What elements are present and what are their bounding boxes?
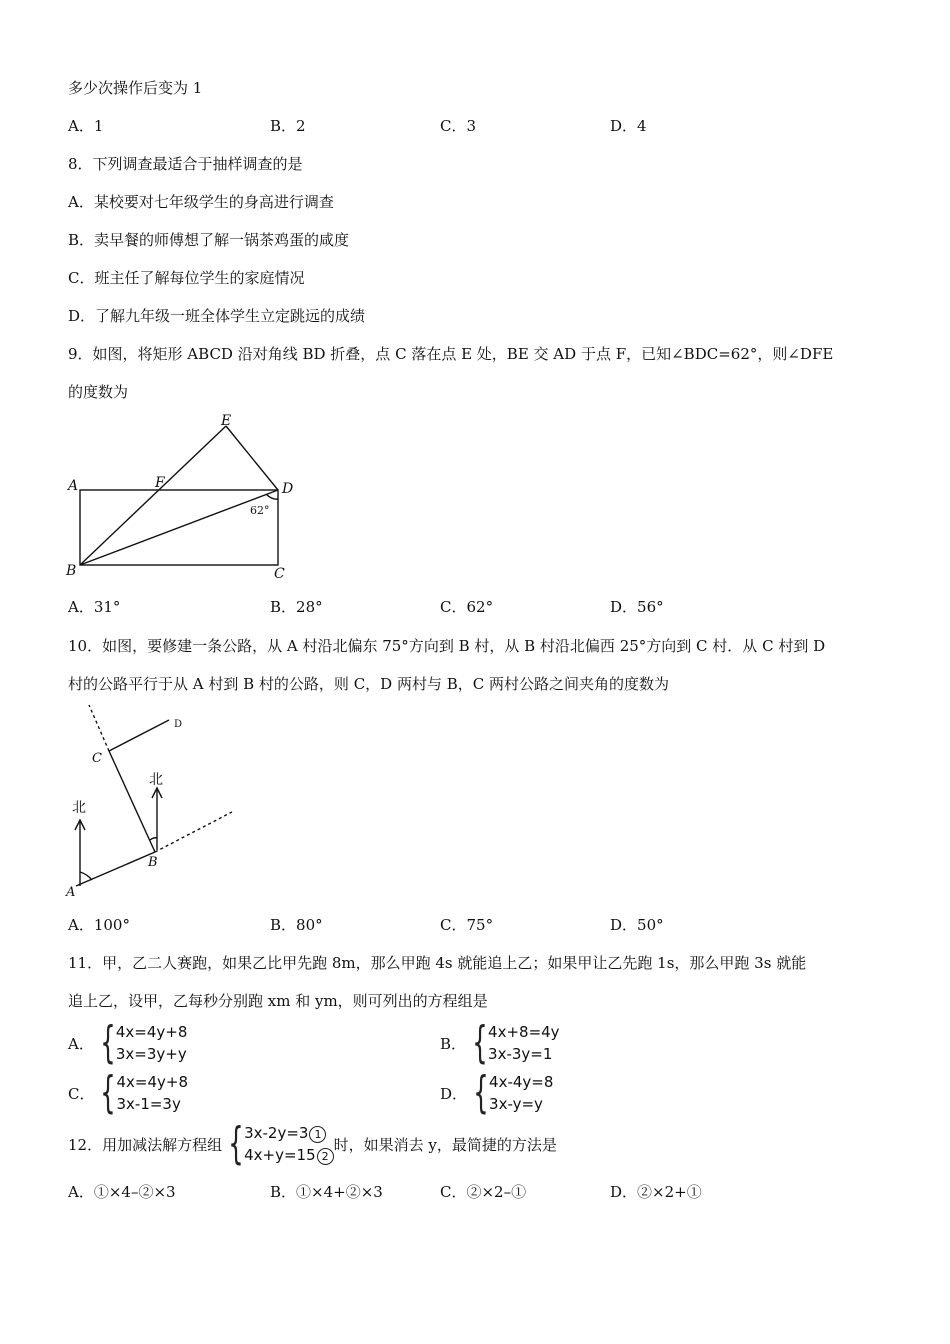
label-a: A [66,885,76,900]
q9-option-a: A．31° [68,598,121,616]
equation-2: 3x-1=3y [116,1095,181,1113]
q12-stem-pre: 12．用加减法解方程组 [68,1135,223,1154]
q9-option-b: B．28° [270,598,323,616]
q10-road-direction-figure [62,700,257,900]
extension-ab-dashed [155,812,232,852]
equation-1: 4x-4y=8 [489,1073,554,1091]
q10-stem-line2: 村的公路平行于从 A 村到 B 村的公路，则 C，D 两村与 B，C 两村公路之间夹角的度数为 [68,675,670,693]
brace-icon: { [473,1067,489,1118]
label-north-a: 北 [72,800,86,816]
label-f: F [155,475,165,491]
q12-option-b: B．①×4+②×3 [270,1183,383,1201]
q8-option-d: D．了解九年级一班全体学生立定跳远的成绩 [68,307,366,325]
angle-arc-bdc [266,494,278,499]
q10-option-b: B．80° [270,916,323,934]
q9-option-c: C．62° [440,598,494,616]
q10-option-c: C．75° [440,916,494,934]
angle-arc-a [80,872,92,880]
diagonal-bd [80,490,278,565]
q10-option-a: A．100° [68,916,130,934]
q9-option-d: D．56° [610,598,664,616]
circled-number-1-icon: 1 [309,1126,326,1143]
label-angle-62: 62° [250,504,270,517]
q9-stem-line2: 的度数为 [68,383,129,401]
label-b: B [66,563,77,579]
brace-icon: { [100,1067,117,1118]
brace-icon: { [472,1017,488,1068]
q10-option-d: D．50° [610,916,664,934]
q8-option-c: C．班主任了解每位学生的家庭情况 [68,269,305,287]
label-c: C [274,566,285,582]
label-north-b: 北 [149,772,163,788]
q8-option-b: B．卖早餐的师傅想了解一锅茶鸡蛋的咸度 [68,231,350,249]
q12-stem-post: 时，如果消去 y，最简捷的方法是 [333,1135,557,1154]
q10-stem-line1: 10．如图，要修建一条公路，从 A 村沿北偏东 75°方向到 B 村，从 B 村沿北偏西 25°方向到 C 村．从 C 村到 D [68,637,826,655]
equation-2: 3x=3y+y [115,1045,187,1063]
segment-ed [226,426,278,490]
q11-stem-line2: 追上乙，设甲，乙每秒分别跑 xm 和 ym，则可列出的方程组是 [68,992,488,1010]
equation-1: 4x=4y+8 [116,1073,189,1091]
option-label: B． [440,1034,467,1053]
label-e: E [221,413,232,429]
option-label: A． [68,1034,94,1053]
q12-option-d: D．②×2+① [610,1183,702,1201]
q8-stem: 8．下列调查最适合于抽样调查的是 [68,155,303,173]
q7-option-b: B．2 [270,117,306,135]
q9-stem-line1: 9．如图，将矩形 ABCD 沿对角线 BD 折叠，点 C 落在点 E 处，BE 交 AD 于点 F，已知∠BDC=62°，则∠DFE [68,345,834,363]
q7-option-d: D．4 [610,117,647,135]
label-d: D [282,481,294,497]
q7-stem-tail: 多少次操作后变为 1 [68,79,203,97]
brace-icon: { [100,1017,116,1068]
q11-option-d [440,1067,554,1118]
equation-2-text: 4x+y=15 [244,1146,316,1164]
label-c: C [92,751,102,766]
segment-be [80,426,226,565]
equation-1-text: 3x-2y=3 [244,1124,309,1142]
road-bc [109,751,155,852]
label-d: D [174,719,183,730]
brace-icon: { [228,1118,244,1169]
q8-option-a: A．某校要对七年级学生的身高进行调查 [68,193,334,211]
label-b: B [148,855,158,870]
label-a: A [68,478,79,494]
q11-option-c [68,1067,189,1118]
q9-rectangle-fold-figure [60,410,310,585]
equation-2: 3x-y=y [489,1095,543,1113]
road-ab [76,852,155,886]
equation-2: 3x-3y=1 [488,1045,553,1063]
q12-equation-1 [244,1122,334,1144]
q12-stem [68,1118,557,1169]
road-cd [109,720,169,751]
q11-option-b [440,1017,560,1068]
circled-number-2-icon: 2 [317,1148,334,1165]
option-label: D． [440,1084,468,1103]
q12-option-c: C．②×2–① [440,1183,527,1201]
equation-1: 4x+8=4y [488,1023,560,1041]
q11-stem-line1: 11．甲，乙二人赛跑，如果乙比甲先跑 8m，那么甲跑 4s 就能追上乙；如果甲让乙先跑 1s，那么甲跑 3s 就能 [68,954,807,972]
q7-option-a: A．1 [68,117,104,135]
q12-option-a: A．①×4–②×3 [68,1183,176,1201]
q7-option-c: C．3 [440,117,477,135]
extension-bc-dashed [89,705,109,751]
q11-option-a [68,1017,188,1068]
equation-1: 4x=4y+8 [115,1023,188,1041]
angle-arc-b [150,838,157,840]
option-label: C． [68,1084,95,1103]
q12-equation-2 [244,1144,334,1166]
